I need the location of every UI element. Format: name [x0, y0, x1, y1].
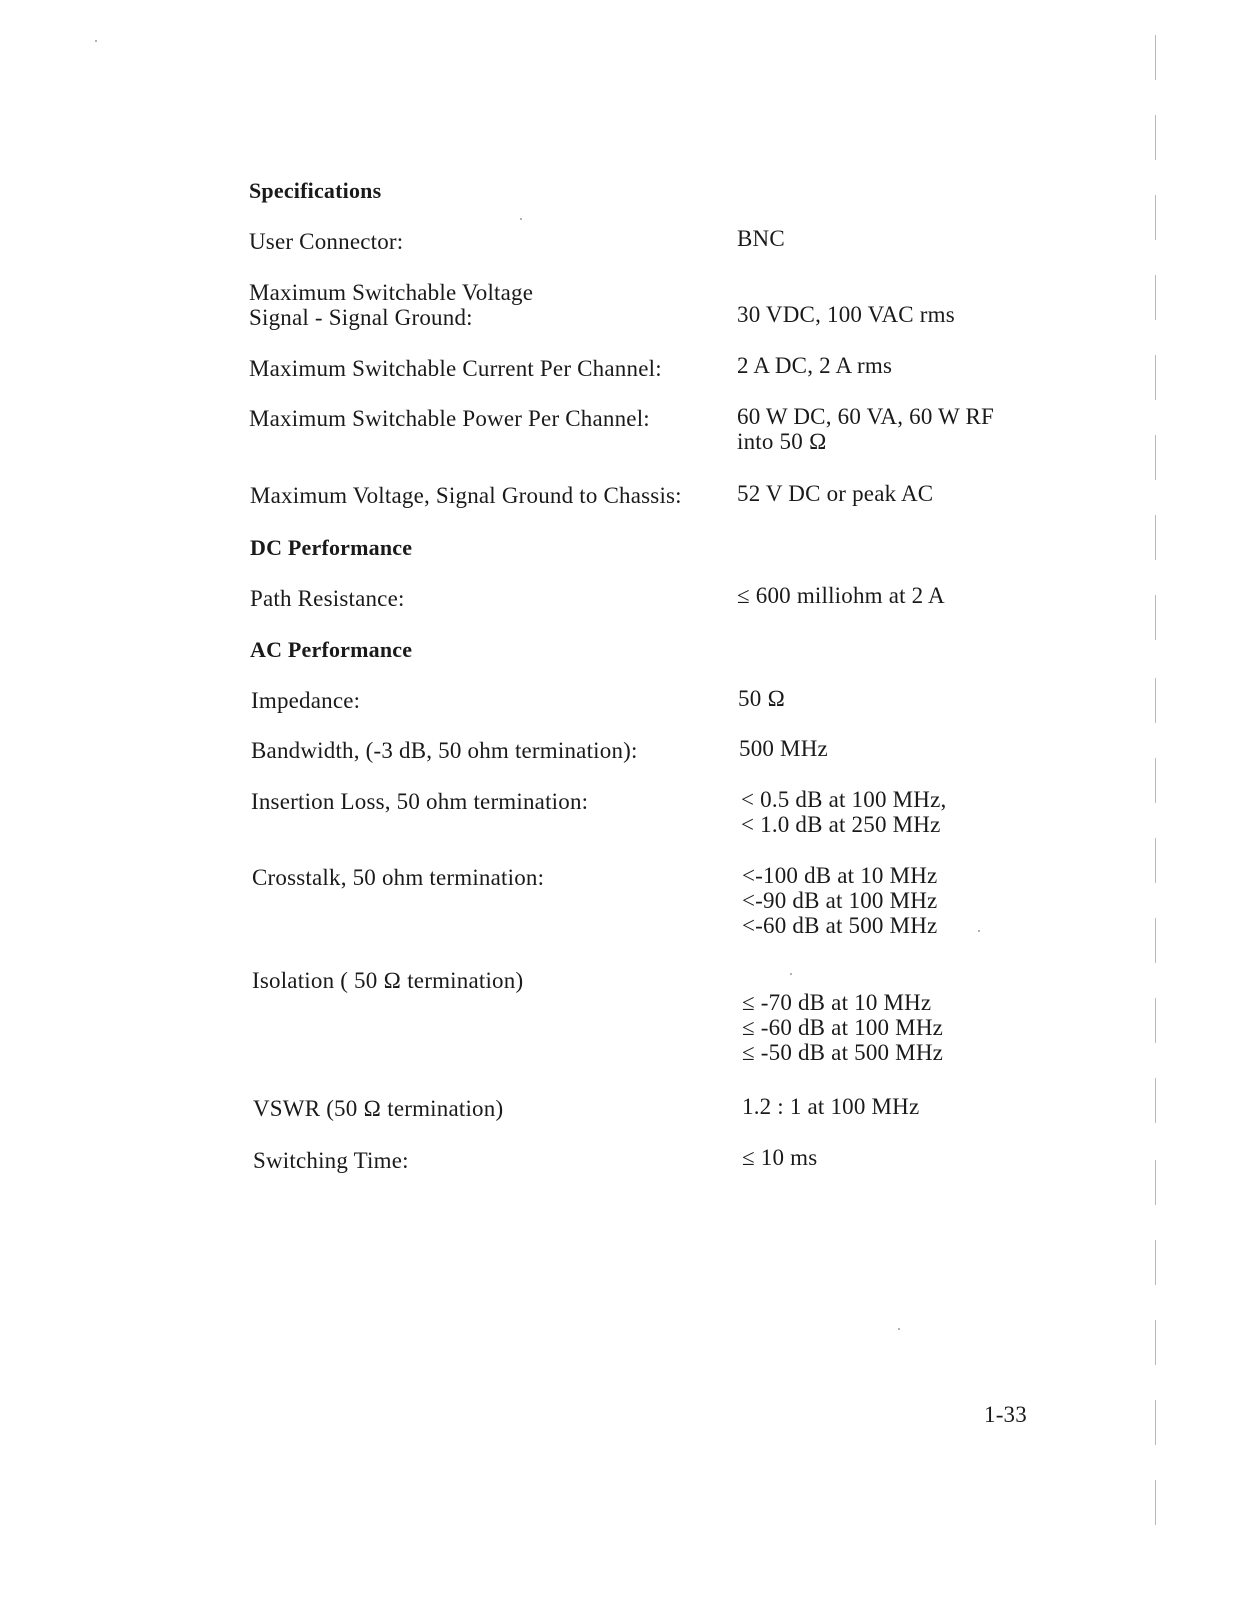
- scan-speck: [520, 218, 522, 220]
- scan-edge-mark: [1155, 595, 1156, 640]
- section-title: Specifications: [249, 178, 382, 203]
- scan-speck: [95, 40, 97, 42]
- spec-value-max-voltage: 30 VDC, 100 VAC rms: [737, 302, 955, 327]
- scan-speck: [898, 1328, 900, 1330]
- spec-label-switching-time: Switching Time:: [253, 1148, 409, 1173]
- scan-edge-mark: [1155, 195, 1156, 240]
- spec-value-impedance: 50 Ω: [738, 686, 786, 711]
- scan-speck: [978, 930, 980, 932]
- spec-value-path-resistance: ≤ 600 milliohm at 2 A: [737, 583, 945, 608]
- scan-edge-mark: [1155, 515, 1156, 560]
- spec-value-insertion-loss: < 0.5 dB at 100 MHz, < 1.0 dB at 250 MHz: [741, 787, 947, 837]
- spec-label-max-power: Maximum Switchable Power Per Channel:: [249, 406, 650, 431]
- spec-label-max-voltage-chassis: Maximum Voltage, Signal Ground to Chassis:: [250, 483, 682, 508]
- spec-value-crosstalk: <-100 dB at 10 MHz <-90 dB at 100 MHz <-60 dB at 500 MHz: [742, 863, 938, 938]
- spec-label-max-voltage: Maximum Switchable Voltage Signal - Signal Ground:: [249, 280, 534, 330]
- scan-edge-mark: [1155, 115, 1156, 160]
- page-number: 1-33: [984, 1402, 1027, 1427]
- spec-value-user-connector: BNC: [737, 226, 785, 251]
- spec-label-bandwidth: Bandwidth, (-3 dB, 50 ohm termination):: [251, 738, 638, 763]
- scan-edge-mark: [1155, 35, 1156, 80]
- scan-edge-mark: [1155, 275, 1156, 320]
- spec-value-isolation: ≤ -70 dB at 10 MHz ≤ -60 dB at 100 MHz ≤ -50 dB at 500 MHz: [742, 990, 944, 1065]
- spec-value-max-power: 60 W DC, 60 VA, 60 W RF into 50 Ω: [737, 404, 995, 454]
- spec-value-switching-time: ≤ 10 ms: [742, 1145, 818, 1170]
- spec-label-user-connector: User Connector:: [249, 229, 404, 254]
- scan-speck: [790, 973, 792, 975]
- scan-edge-mark: [1155, 1078, 1156, 1123]
- spec-label-crosstalk: Crosstalk, 50 ohm termination:: [252, 865, 545, 890]
- scan-edge-mark: [1155, 998, 1156, 1043]
- spec-label-path-resistance: Path Resistance:: [250, 586, 405, 611]
- spec-label-insertion-loss: Insertion Loss, 50 ohm termination:: [251, 789, 589, 814]
- ac-performance-heading: AC Performance: [250, 637, 413, 662]
- spec-label-vswr: VSWR (50 Ω termination): [253, 1096, 504, 1121]
- scan-edge-mark: [1155, 1240, 1156, 1285]
- spec-value-vswr: 1.2 : 1 at 100 MHz: [742, 1094, 920, 1119]
- scan-edge-mark: [1155, 1160, 1156, 1205]
- scan-edge-mark: [1155, 918, 1156, 963]
- spec-value-max-voltage-chassis: 52 V DC or peak AC: [737, 481, 934, 506]
- spec-label-impedance: Impedance:: [251, 688, 361, 713]
- scan-edge-mark: [1155, 1480, 1156, 1525]
- spec-value-max-current: 2 A DC, 2 A rms: [737, 353, 893, 378]
- scan-edge-mark: [1155, 1400, 1156, 1445]
- spec-label-max-current: Maximum Switchable Current Per Channel:: [249, 356, 662, 381]
- scan-edge-mark: [1155, 1320, 1156, 1365]
- scan-edge-mark: [1155, 758, 1156, 803]
- scan-edge-mark: [1155, 678, 1156, 723]
- scan-edge-mark: [1155, 355, 1156, 400]
- spec-label-isolation: Isolation ( 50 Ω termination): [252, 968, 524, 993]
- scan-edge-mark: [1155, 435, 1156, 480]
- dc-performance-heading: DC Performance: [250, 535, 413, 560]
- spec-value-bandwidth: 500 MHz: [739, 736, 828, 761]
- scan-edge-mark: [1155, 838, 1156, 883]
